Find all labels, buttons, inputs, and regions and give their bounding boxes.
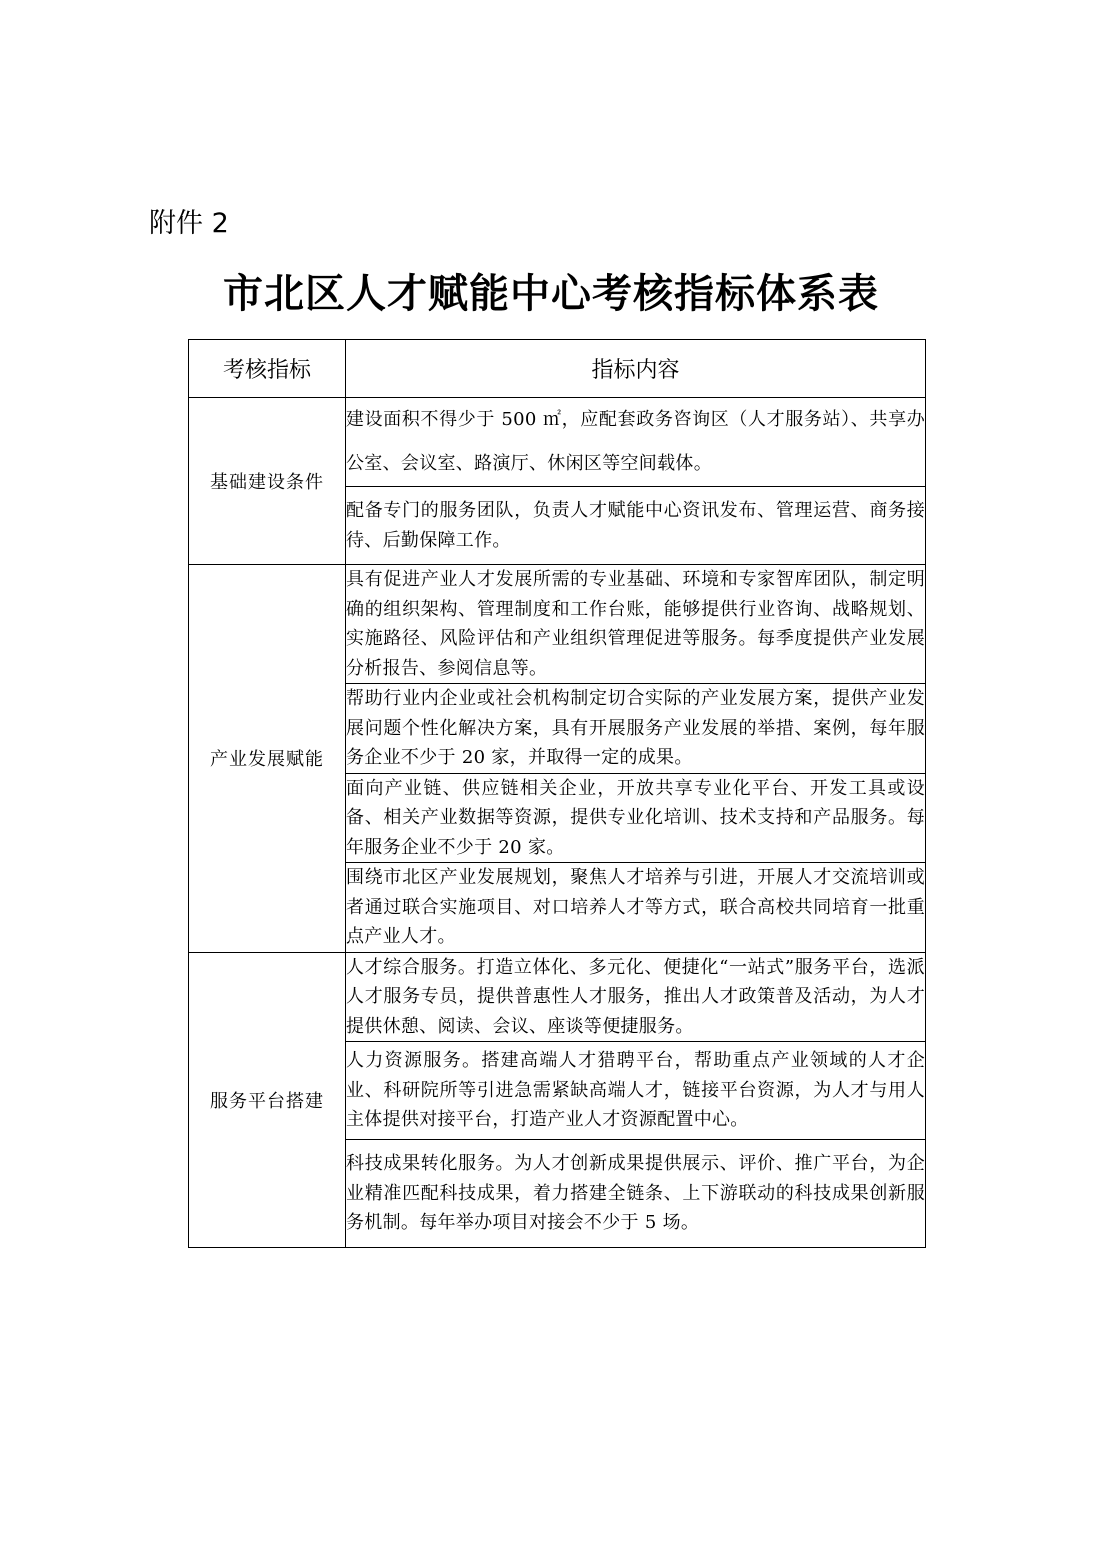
assessment-index-table xyxy=(188,339,926,1248)
header-assessment-index: 考核指标 xyxy=(189,340,346,398)
index-content-cell: 围绕市北区产业发展规划，聚焦人才培养与引进，开展人才交流培训或者通过联合实施项目、对口培养人才等方式，联合高校共同培育一批重点产业人才。 xyxy=(346,863,926,953)
attachment-label: 附件 2 xyxy=(149,208,229,239)
index-content-cell: 人力资源服务。搭建高端人才猎聘平台，帮助重点产业领域的人才企业、科研院所等引进急需紧缺高端人才，链接平台资源，为人才与用人主体提供对接平台，打造产业人才资源配置中心。 xyxy=(346,1042,926,1140)
index-content-cell: 配备专门的服务团队，负责人才赋能中心资讯发布、管理运营、商务接待、后勤保障工作。 xyxy=(346,487,926,565)
index-content-cell: 人才综合服务。打造立体化、多元化、便捷化“一站式”服务平台，选派人才服务专员，提供普惠性人才服务，推出人才政策普及活动，为人才提供休憩、阅读、会议、座谈等便捷服务。 xyxy=(346,952,926,1042)
table-header-row xyxy=(189,340,926,398)
table-row xyxy=(189,398,926,487)
index-content-cell: 具有促进产业人才发展所需的专业基础、环境和专家智库团队，制定明确的组织架构、管理制度和工作台账，能够提供行业咨询、战略规划、实施路径、风险评估和产业组织管理促进等服务。每季度提供产业发展分析报告、参阅信息等。 xyxy=(346,565,926,684)
table-row xyxy=(189,952,926,1042)
index-content-cell: 科技成果转化服务。为人才创新成果提供展示、评价、推广平台，为企业精准匹配科技成果，着力搭建全链条、上下游联动的科技成果创新服务机制。每年举办项目对接会不少于 5 场。 xyxy=(346,1140,926,1248)
header-index-content: 指标内容 xyxy=(346,340,926,398)
category-basic-construction: 基础建设条件 xyxy=(189,398,346,565)
category-service-platform: 服务平台搭建 xyxy=(189,952,346,1248)
index-content-cell: 建设面积不得少于 500 ㎡，应配套政务咨询区（人才服务站）、共享办公室、会议室、路演厅、休闲区等空间载体。 xyxy=(346,398,926,487)
document-title: 市北区人才赋能中心考核指标体系表 xyxy=(223,270,879,317)
index-content-cell: 帮助行业内企业或社会机构制定切合实际的产业发展方案，提供产业发展问题个性化解决方案，具有开展服务产业发展的举措、案例，每年服务企业不少于 20 家，并取得一定的成果。 xyxy=(346,684,926,774)
index-content-cell: 面向产业链、供应链相关企业，开放共享专业化平台、开发工具或设备、相关产业数据等资源，提供专业化培训、技术支持和产品服务。每年服务企业不少于 20 家。 xyxy=(346,773,926,863)
category-industry-empowerment: 产业发展赋能 xyxy=(189,565,346,953)
table-row xyxy=(189,565,926,684)
